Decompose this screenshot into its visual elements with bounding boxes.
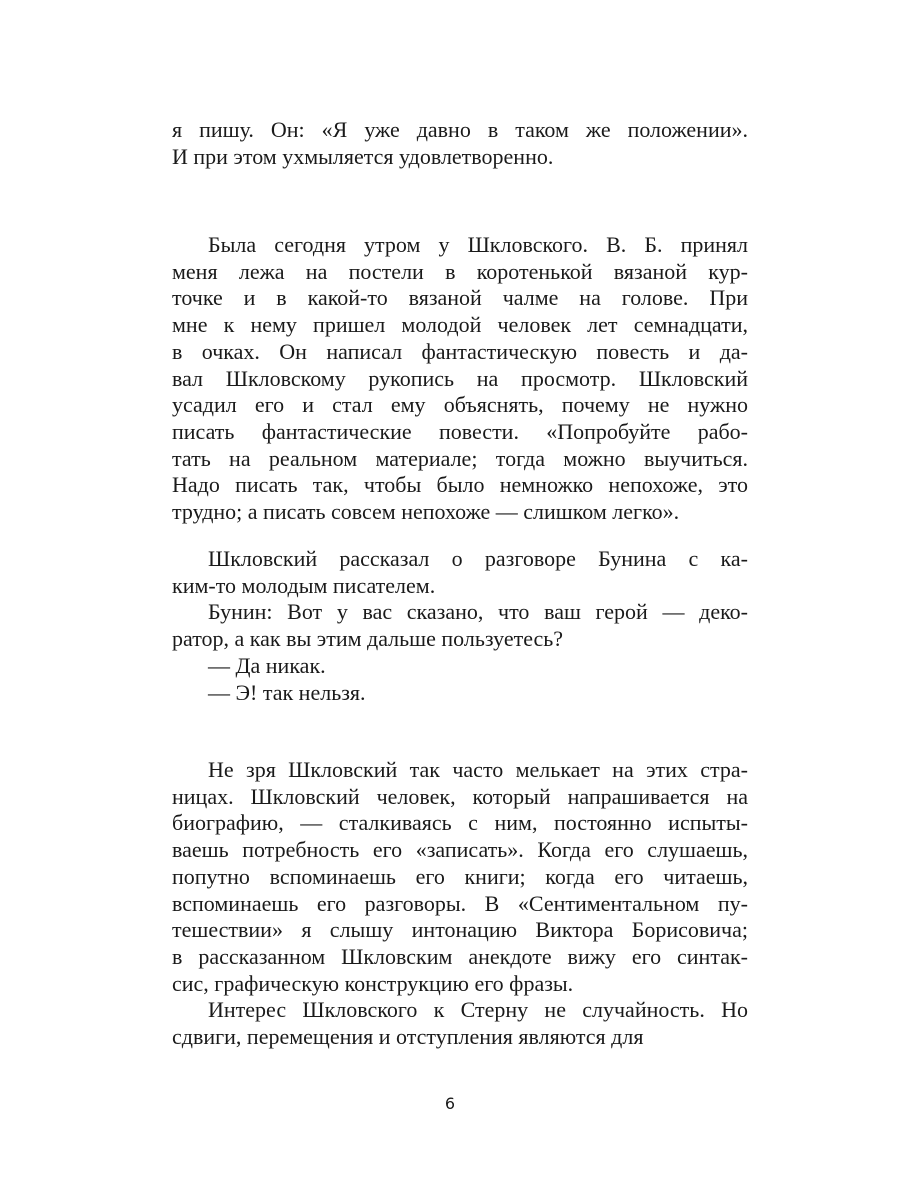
text-line: ким-то молодым писателем. bbox=[172, 572, 436, 598]
text-line: Интерес Шкловского к Стерну не случайность. Но bbox=[208, 997, 748, 1023]
text-line: вал Шкловскому рукопись на просмотр. Шкловский bbox=[172, 365, 748, 391]
text-line: ницах. Шкловский человек, который напрашивается на bbox=[172, 783, 748, 809]
text-line: Была сегодня утром у Шкловского. В. Б. принял bbox=[208, 232, 748, 257]
text-line: тешествии» я слышу интонацию Виктора Борисовича; bbox=[172, 917, 748, 943]
text-line: попутно вспоминаешь его книги; когда его читаешь, bbox=[172, 863, 748, 889]
text-line: меня лежа на постели в коротенькой вязаной кур- bbox=[172, 258, 748, 284]
text-line: — Да никак. bbox=[208, 652, 326, 678]
text-line: Шкловский рассказал о разговоре Бунина с ка- bbox=[208, 546, 748, 571]
text-line: Не зря Шкловский так часто мелькает на этих стра- bbox=[208, 757, 748, 782]
text-line: Надо писать так, чтобы было немножко непохоже, это bbox=[172, 472, 748, 498]
page-number: 6 bbox=[444, 1094, 456, 1113]
text-line: я пишу. Он: «Я уже давно в таком же положении». bbox=[172, 117, 748, 142]
text-line: биографию, — сталкиваясь с ним, постоянно испыты- bbox=[172, 810, 748, 836]
text-line: вспоминаешь его разговоры. В «Сентиментальном пу- bbox=[172, 890, 748, 916]
text-line: — Э! так нельзя. bbox=[208, 679, 366, 705]
text-line: в рассказанном Шкловским анекдоте вижу его синтак- bbox=[172, 943, 748, 969]
text-line: ратор, а как вы этим дальше пользуетесь? bbox=[172, 626, 564, 652]
text-line: писать фантастические повести. «Попробуйте рабо- bbox=[172, 418, 748, 444]
text-line: в очках. Он написал фантастическую повесть и да- bbox=[172, 338, 748, 364]
text-line: сдвиги, перемещения и отступления являются для bbox=[172, 1024, 644, 1049]
text-line: трудно; а писать совсем непохоже — слишком легко». bbox=[172, 499, 680, 524]
text-line: ваешь потребность его «записать». Когда его слушаешь, bbox=[172, 837, 748, 863]
text-line: усадил его и стал ему объяснять, почему не нужно bbox=[172, 392, 748, 418]
text-line: тать на реальном материале; тогда можно выучиться. bbox=[172, 445, 748, 471]
text-line: мне к нему пришел молодой человек лет семнадцати, bbox=[172, 312, 748, 338]
text-line: Бунин: Вот у вас сказано, что ваш герой — деко- bbox=[208, 599, 748, 625]
text-line: точке и в какой-то вязаной чалме на голове. При bbox=[172, 285, 748, 311]
text-line: И при этом ухмыляется удовлетворенно. bbox=[172, 143, 554, 169]
text-line: сис, графическую конструкцию его фразы. bbox=[172, 970, 574, 996]
